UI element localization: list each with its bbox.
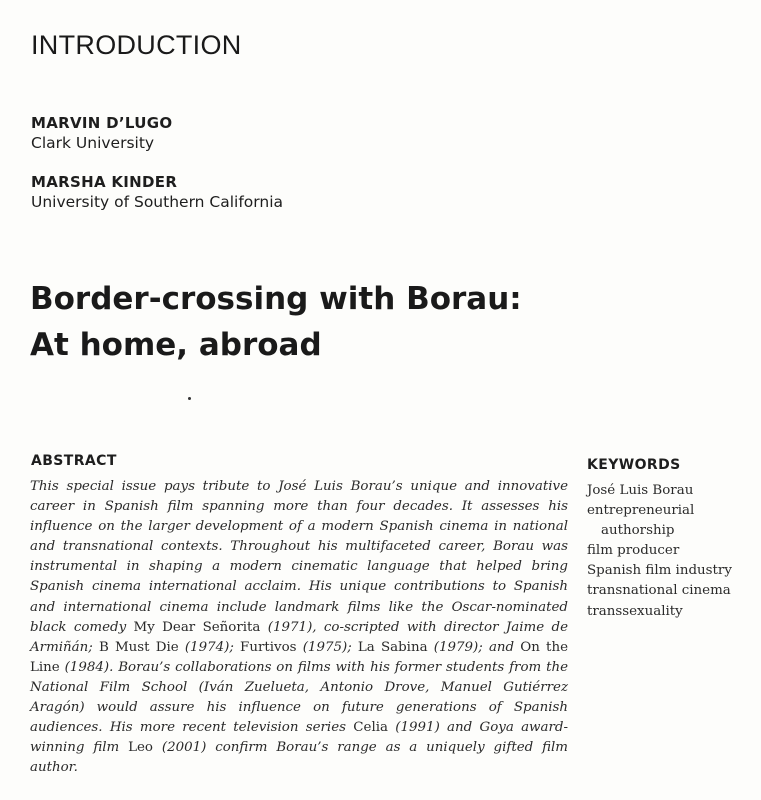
abstract-text: (1974); xyxy=(178,639,241,655)
abstract-text: (1971), co-scripted with director Jaime de Armiñán; xyxy=(30,619,568,655)
title-line: At home, abroad xyxy=(30,327,322,363)
author-affiliation: University of Southern California xyxy=(31,193,284,211)
keyword-item: Spanish film industry xyxy=(587,563,732,579)
keywords-heading: KEYWORDS xyxy=(587,457,681,473)
author-affiliation: Clark University xyxy=(31,134,155,152)
keyword-item: entrepreneurial authorship xyxy=(587,503,695,539)
author-name: MARSHA KINDER xyxy=(31,173,178,191)
section-label: INTRODUCTION xyxy=(31,30,242,60)
keywords-list xyxy=(587,481,757,622)
keyword-item: transnational cinema xyxy=(587,583,731,599)
film-title: Furtivos xyxy=(240,639,297,655)
author-block xyxy=(31,172,283,213)
film-title: On the Line xyxy=(30,639,568,675)
keyword-item: transsexuality xyxy=(587,603,683,619)
abstract-text: (1984). Borau’s collaborations on films with his former students from the National Film School (Iván Zuelueta, Antonio Drove, Manuel Gutiérrez Aragón) would assure his influence on future generations of Spanish audiences. His more recent television series xyxy=(30,659,568,736)
abstract-text: This special issue pays tribute to José Luis Borau’s unique and innovative career in Spanish film spanning more than four decades. It assesses his influence on the larger development of a modern Spanish cinema in national and transnational contexts. Throughout his multifaceted career, Borau was instrumental in shaping a modern cinematic language that helped bring Spanish cinema international acclaim. His unique contributions to Spanish and international cinema include landmark films like the Oscar-nominated black comedy xyxy=(30,479,568,635)
author-name: MARVIN D’LUGO xyxy=(31,114,173,132)
title-line: Border-crossing with Borau: xyxy=(30,281,522,317)
film-title: Leo xyxy=(128,740,153,756)
film-title: La Sabina xyxy=(357,639,428,655)
abstract-text: (1975); xyxy=(296,639,358,655)
abstract-text: (1991) and Goya award-winning film xyxy=(30,720,568,756)
film-title: Celia xyxy=(353,720,389,736)
abstract-body xyxy=(30,477,568,778)
author-block xyxy=(31,113,172,154)
keyword-item: José Luis Borau xyxy=(587,483,694,498)
article-title xyxy=(30,276,730,368)
film-title: B Must Die xyxy=(98,639,179,655)
abstract-heading: ABSTRACT xyxy=(31,453,117,469)
stray-mark xyxy=(188,397,191,400)
film-title: My Dear Señorita xyxy=(133,619,261,635)
abstract-text: (2001) confirm Borau’s range as a uniquely gifted film author. xyxy=(30,740,568,776)
abstract-text: (1979); and xyxy=(427,639,521,655)
keyword-item: film producer xyxy=(587,543,680,559)
